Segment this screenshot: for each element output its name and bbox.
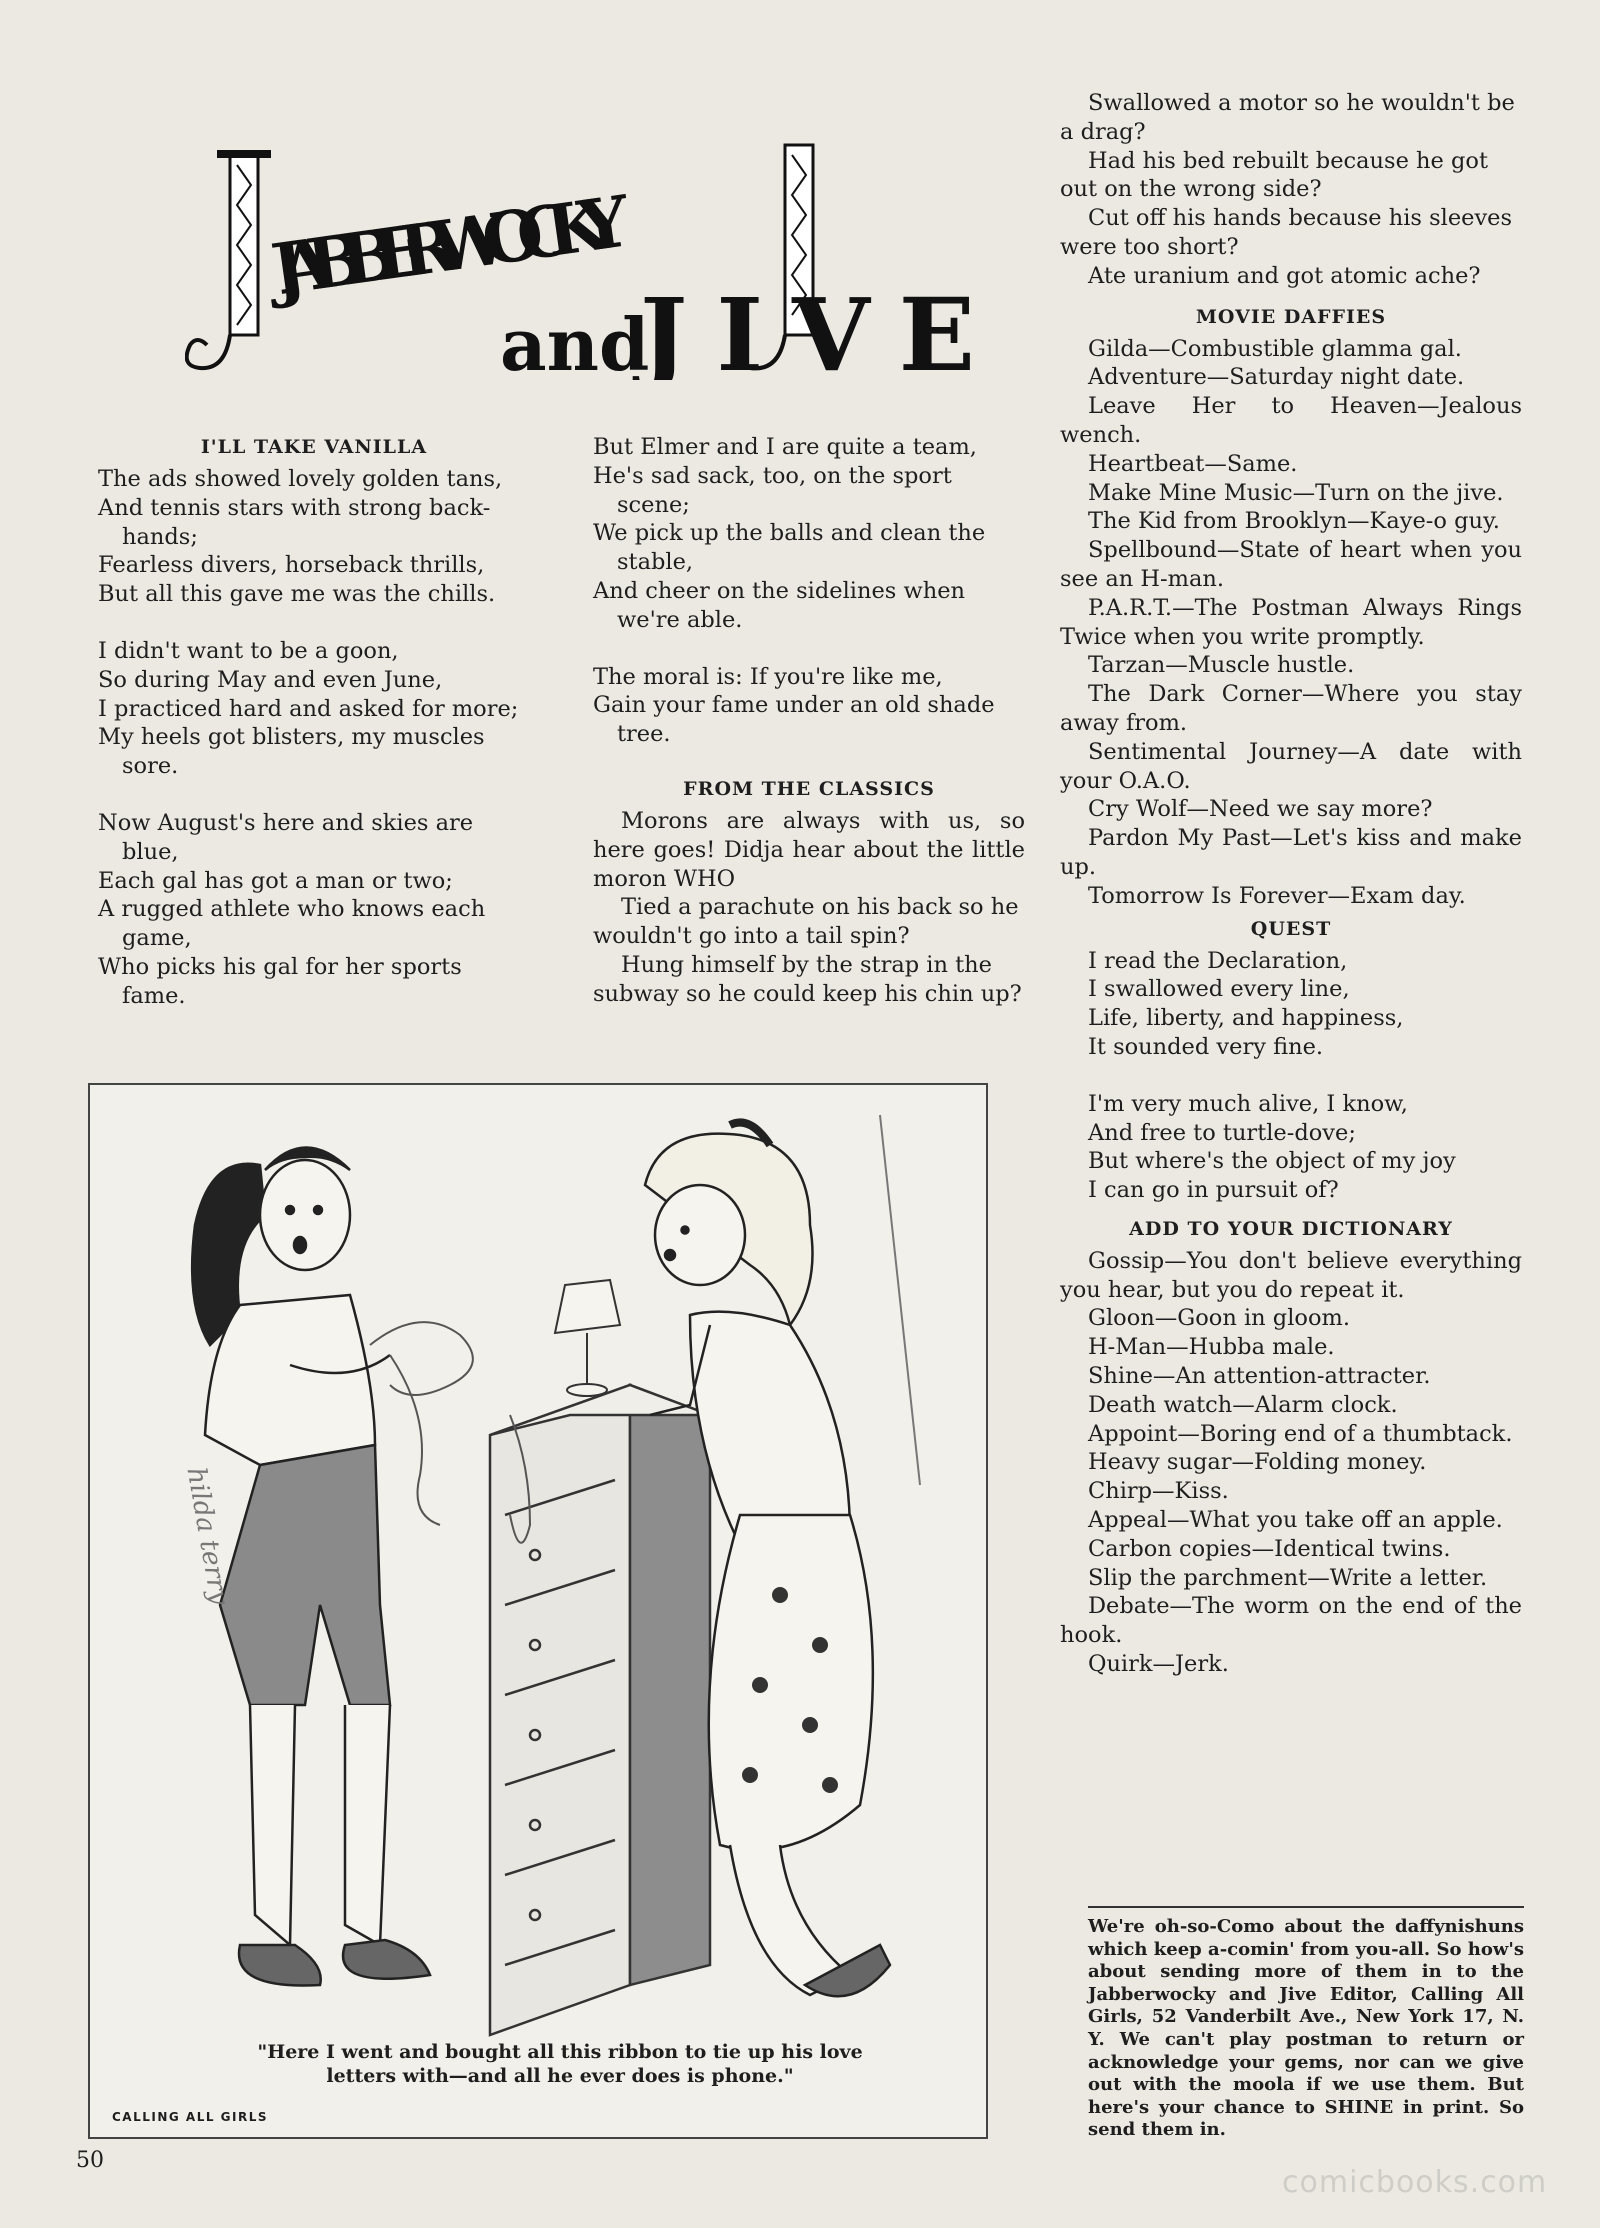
column-left	[98, 433, 530, 1039]
poem-continuation	[593, 433, 1025, 777]
page-number: 50	[76, 2148, 104, 2173]
heading-quest: QUEST	[1250, 917, 1332, 940]
poem-line: We pick up the balls and clean the stable,	[593, 520, 986, 576]
title-lettering	[185, 140, 985, 380]
movie-daffy: Gilda—Combustible glamma gal.	[1088, 335, 1462, 362]
dictionary-entry: Carbon copies—Identical twins.	[1088, 1535, 1451, 1562]
poem-line: The moral is: If you're like me,	[593, 663, 943, 690]
illustration-caption: "Here I went and bought all this ribbon to tie up his love letters with—and all he ever does is phone."	[257, 2041, 863, 2087]
quest-stanza-2	[1060, 1090, 1522, 1205]
poem-line: I read the Declaration,	[1088, 947, 1348, 974]
movie-daffy: Tomorrow Is Forever—Exam day.	[1088, 882, 1466, 909]
poem-line: Who picks his gal for her sports fame.	[98, 953, 462, 1009]
dresser	[490, 1385, 710, 2035]
stanza-3	[98, 809, 530, 1011]
decorative-j-left	[187, 150, 271, 368]
poem-line: I didn't want to be a goon,	[98, 637, 399, 664]
dictionary-entry: Chirp—Kiss.	[1088, 1478, 1229, 1505]
classics-item: Cut off his hands because his sleeves were too short?	[1060, 205, 1513, 260]
illustration-credit: CALLING ALL GIRLS	[112, 2110, 269, 2124]
wall-edge	[880, 1115, 920, 1485]
classics-item: Hung himself by the strap in the subway so he could keep his chin up?	[593, 951, 1022, 1007]
poem-line: Gain your fame under an old shade tree.	[593, 692, 995, 748]
poem-line: And tennis stars with strong back-hands;	[98, 494, 491, 550]
poem-line: I swallowed every line,	[1088, 976, 1350, 1003]
poem-line: A rugged athlete who knows each game,	[98, 896, 486, 952]
dictionary-entry: Appeal—What you take off an apple.	[1088, 1507, 1503, 1534]
movie-daffy: Make Mine Music—Turn on the jive.	[1088, 479, 1504, 506]
heading-movie-daffies: MOVIE DAFFIES	[1195, 305, 1387, 328]
heading-ill-take-vanilla: I'LL TAKE VANILLA	[200, 436, 428, 458]
dictionary-entry: Shine—An attention-attracter.	[1088, 1363, 1431, 1390]
cartoon-drawing	[90, 1085, 986, 2137]
poem-line: I'm very much alive, I know,	[1088, 1090, 1408, 1117]
title-word2: and	[500, 302, 650, 380]
movie-daffy: Spellbound—State of heart when you see an H-man.	[1060, 537, 1522, 592]
poem-line: My heels got blisters, my muscles sore.	[98, 724, 485, 780]
poem-line: And free to turtle-dove;	[1088, 1119, 1356, 1146]
watermark: comicbooks.com	[1282, 2165, 1548, 2200]
article-title	[185, 140, 985, 380]
classics-item: Swallowed a motor so he wouldn't be a drag?	[1060, 90, 1515, 145]
movie-daffy: Pardon My Past—Let's kiss and make up.	[1060, 825, 1522, 880]
artist-signature: hilda terry	[180, 1465, 235, 1608]
from-the-classics	[593, 775, 1025, 1009]
poem-line: Now August's here and skies are blue,	[98, 809, 474, 865]
poem-line: But where's the object of my joy	[1088, 1148, 1456, 1175]
classics-item: Tied a parachute on his back so he wouldn't go into a tail spin?	[593, 894, 1019, 950]
dictionary-entry: Debate—The worm on the end of the hook.	[1060, 1593, 1522, 1649]
poem-line: So during May and even June,	[98, 666, 443, 693]
dictionary-entry: H-Man—Hubba male.	[1088, 1334, 1335, 1361]
movie-daffy: P.A.R.T.—The Postman Always Rings Twice when you write promptly.	[1060, 594, 1522, 650]
poem-line: Fearless divers, horseback thrills,	[98, 552, 485, 579]
heading-from-the-classics: FROM THE CLASSICS	[683, 778, 935, 800]
movie-daffy: Sentimental Journey—A date with your O.A.O.	[1060, 738, 1522, 794]
poem-line: I practiced hard and asked for more;	[98, 695, 519, 722]
quest-stanza-1	[1060, 947, 1522, 1062]
lamp	[555, 1280, 620, 1396]
classics-item: Had his bed rebuilt because he got out on the wrong side?	[1060, 147, 1488, 203]
movie-daffy: Leave Her to Heaven—Jealous wench.	[1060, 393, 1522, 448]
poem-line: But Elmer and I are quite a team,	[593, 434, 977, 460]
column-right	[1060, 89, 1522, 1679]
dictionary-entry: Gossip—You don't believe everything you hear, but you do repeat it.	[1060, 1247, 1522, 1303]
stanza-1	[98, 465, 530, 609]
movie-daffy: Cry Wolf—Need we say more?	[1088, 796, 1433, 823]
poem-line: I can go in pursuit of?	[1088, 1177, 1339, 1204]
movie-daffy: The Dark Corner—Where you stay away from.	[1060, 681, 1522, 736]
title-word1: JABBERWOCKY	[266, 179, 635, 312]
poem-line: Life, liberty, and happiness,	[1088, 1005, 1404, 1032]
poem-line: Each gal has got a man or two;	[98, 867, 453, 894]
dictionary-entry: Quirk—Jerk.	[1088, 1651, 1229, 1678]
stanza-2	[98, 637, 530, 781]
title-word3: JIVE	[640, 276, 975, 380]
dictionary-entry: Slip the parchment—Write a letter.	[1088, 1564, 1488, 1591]
movie-daffy: Tarzan—Muscle hustle.	[1088, 652, 1355, 679]
dictionary-entry: Gloon—Goon in gloom.	[1088, 1305, 1350, 1332]
poem-line: It sounded very fine.	[1088, 1033, 1324, 1060]
movie-daffy: The Kid from Brooklyn—Kaye-o guy.	[1088, 508, 1500, 535]
dictionary-entry: Appoint—Boring end of a thumbtack.	[1088, 1420, 1513, 1447]
poem-line: And cheer on the sidelines when we're able.	[593, 577, 966, 633]
movie-daffy: Heartbeat—Same.	[1088, 450, 1298, 477]
poem-line: The ads showed lovely golden tans,	[98, 466, 503, 492]
poem-line: But all this gave me was the chills.	[98, 581, 496, 608]
classics-intro: Morons are always with us, so here goes! Didja hear about the little moron WHO	[593, 808, 1025, 892]
dictionary-entry: Heavy sugar—Folding money.	[1088, 1449, 1427, 1476]
cartoon-illustration	[88, 1083, 988, 2139]
heading-add-to-your-dictionary: ADD TO YOUR DICTIONARY	[1129, 1217, 1453, 1240]
poem-line: He's sad sack, too, on the sport scene;	[593, 462, 952, 518]
movie-daffy: Adventure—Saturday night date.	[1088, 364, 1465, 391]
dictionary-entry: Death watch—Alarm clock.	[1088, 1391, 1398, 1418]
classics-item: Ate uranium and got atomic ache?	[1088, 262, 1481, 289]
editor-note: We're oh-so-Como about the daffynishuns which keep a-comin' from you-all. So how's about sending more of them in to the Jabberwocky and Jive Editor, Calling All Girls, 52 Vanderbilt Ave., New York 17, N. Y. We can't play postman to return or acknowledge your gems, nor can we give out with the moola if we use them. But here's your chance to SHINE in print. So send them in.	[1088, 1906, 1524, 2142]
